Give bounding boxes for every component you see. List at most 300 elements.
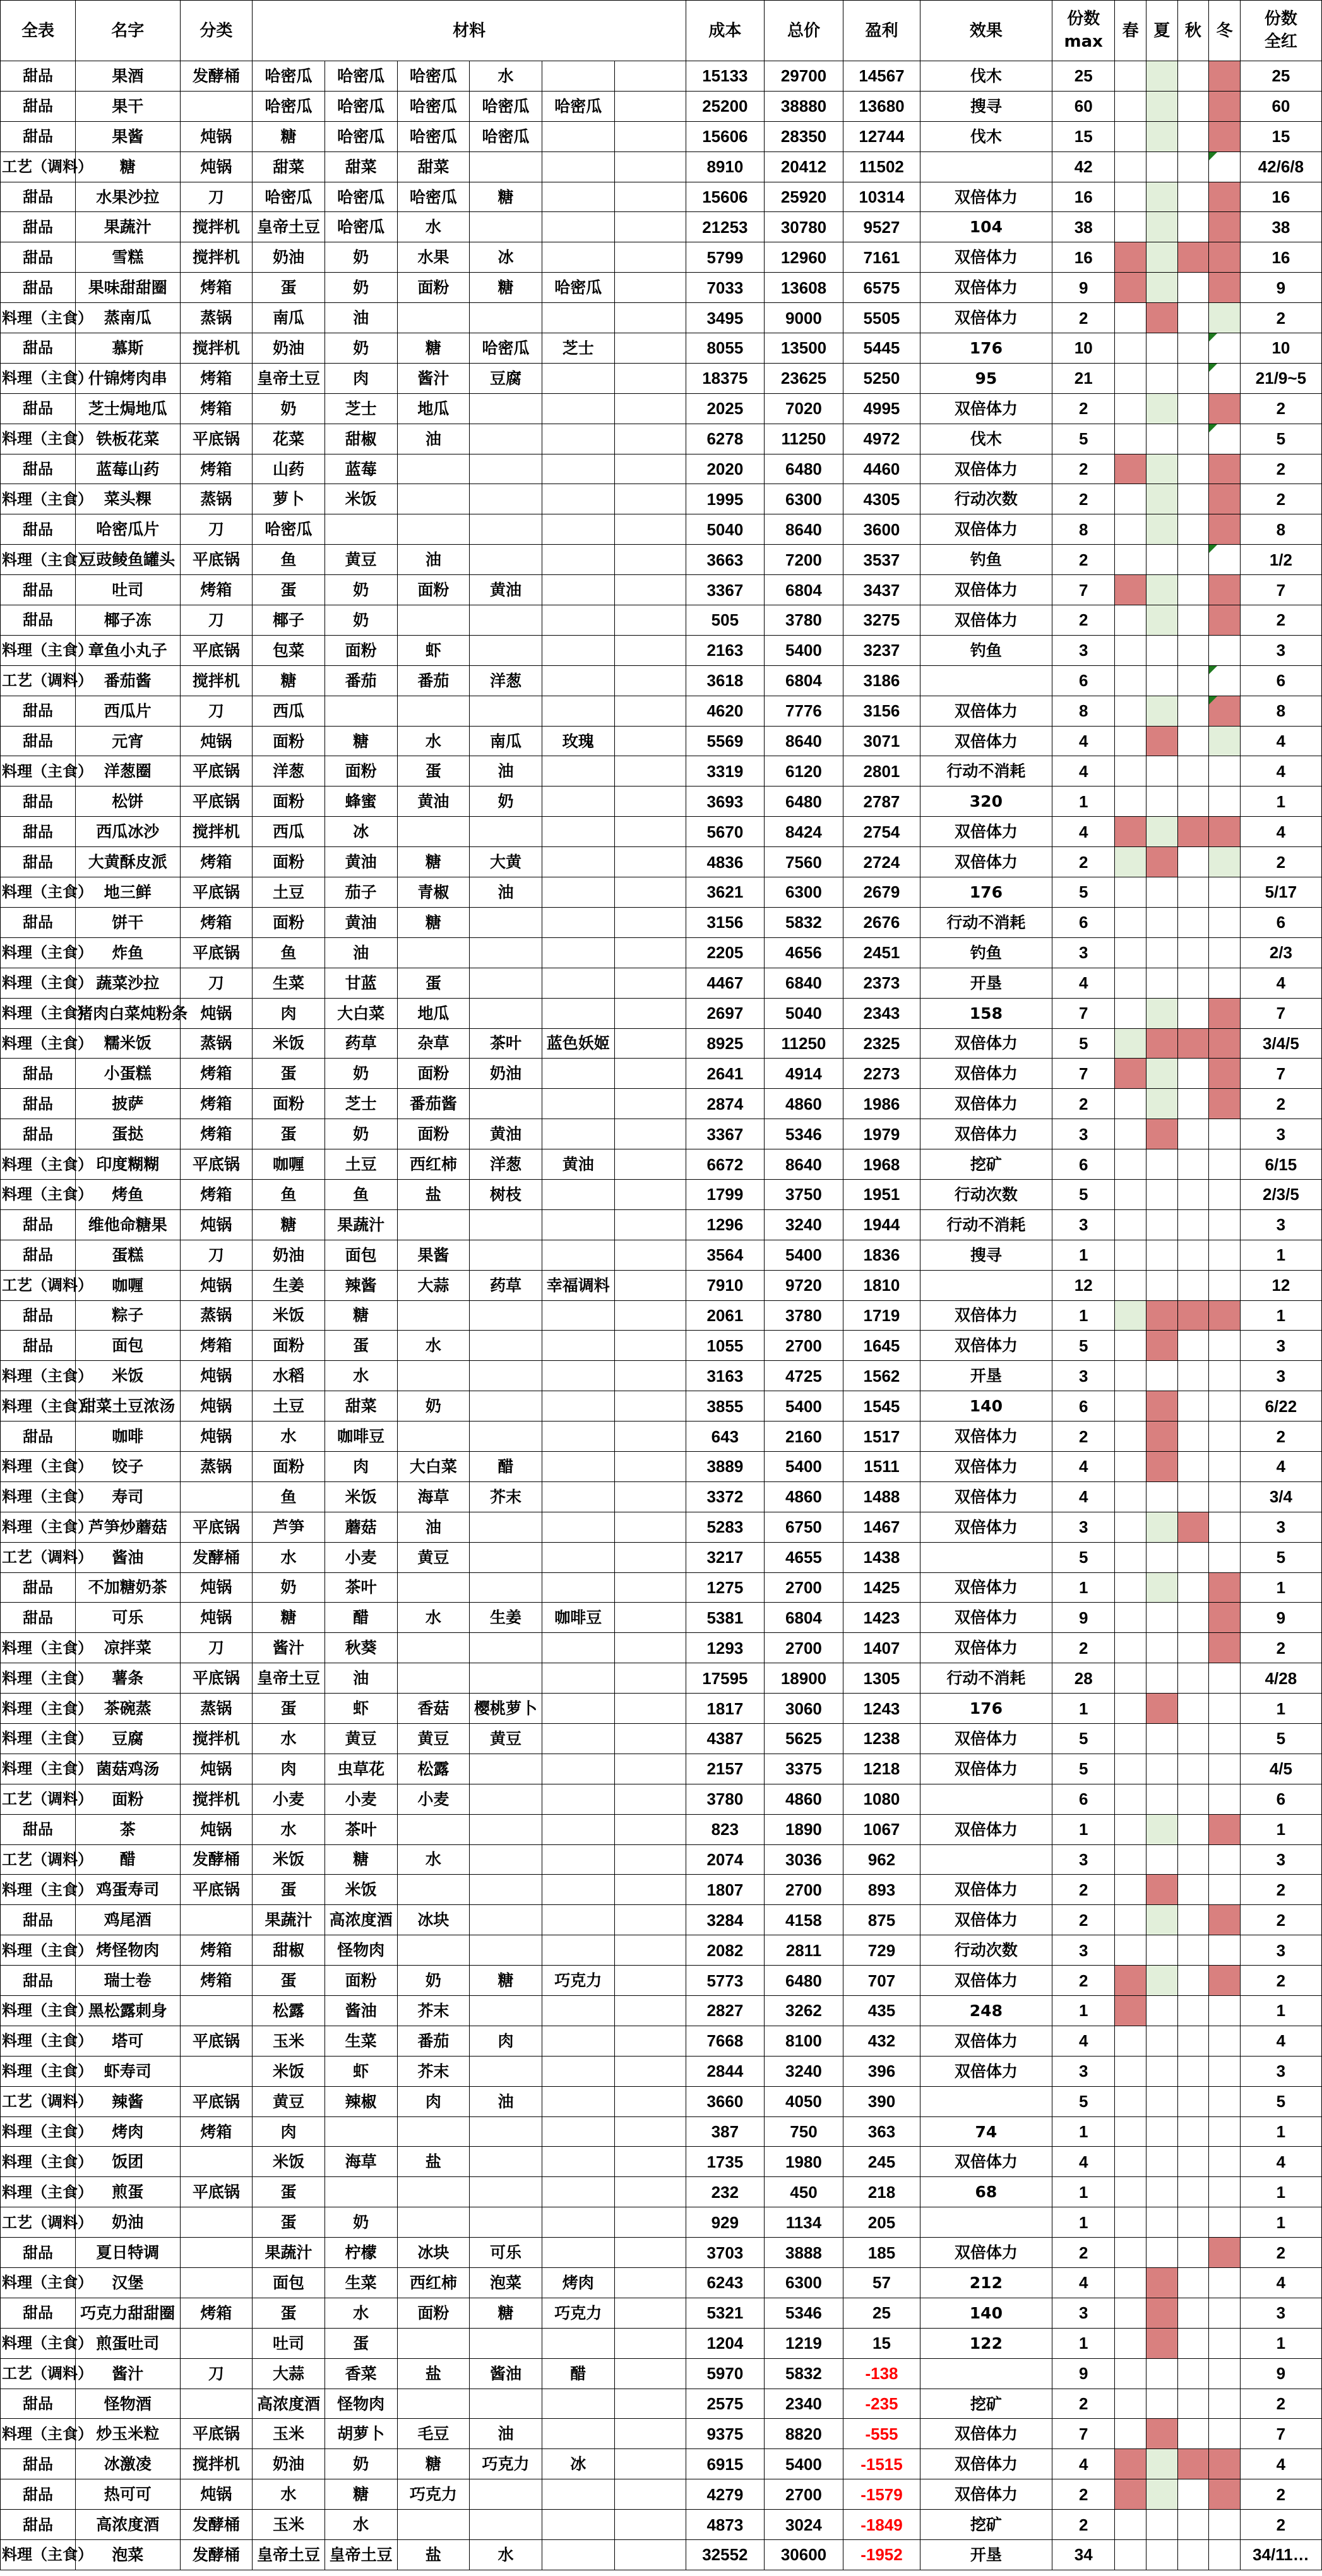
cell-material[interactable]: 哈密瓜: [397, 121, 470, 151]
cell-profit[interactable]: 11502: [843, 151, 920, 182]
cell-profit[interactable]: 729: [843, 1935, 920, 1966]
cell-full[interactable]: 2: [1240, 1905, 1321, 1935]
cell-effect[interactable]: 双倍体力: [920, 726, 1052, 756]
cell-max[interactable]: 6: [1052, 1149, 1115, 1180]
cell-summer[interactable]: [1146, 1723, 1177, 1754]
cell-category[interactable]: 甜品: [1, 2449, 76, 2479]
cell-summer[interactable]: [1146, 1875, 1177, 1905]
cell-total[interactable]: 5346: [764, 1119, 843, 1149]
cell-autumn[interactable]: [1177, 1663, 1209, 1694]
cell-material[interactable]: [470, 817, 542, 847]
cell-full[interactable]: 5: [1240, 1723, 1321, 1754]
cell-material[interactable]: [542, 2026, 614, 2056]
cell-summer[interactable]: [1146, 1663, 1177, 1694]
cell-effect[interactable]: 双倍体力: [920, 1603, 1052, 1633]
cell-spring[interactable]: [1115, 665, 1146, 696]
cell-material[interactable]: 虾: [325, 2056, 397, 2086]
cell-material[interactable]: 虾: [397, 635, 470, 665]
cell-material[interactable]: [614, 1391, 686, 1422]
cell-full[interactable]: 4: [1240, 817, 1321, 847]
cell-full[interactable]: 1: [1240, 1814, 1321, 1844]
cell-max[interactable]: 7: [1052, 575, 1115, 605]
cell-tool[interactable]: 炖锅: [180, 1754, 253, 1784]
cell-spring[interactable]: [1115, 514, 1146, 545]
cell-name[interactable]: 蓝莓山药: [76, 454, 180, 484]
cell-max[interactable]: 7: [1052, 998, 1115, 1028]
cell-autumn[interactable]: [1177, 303, 1209, 333]
cell-material[interactable]: 黄豆: [325, 545, 397, 575]
cell-full[interactable]: 5: [1240, 1542, 1321, 1572]
cell-summer[interactable]: [1146, 2207, 1177, 2238]
cell-spring[interactable]: [1115, 786, 1146, 817]
cell-effect[interactable]: 双倍体力: [920, 1089, 1052, 1119]
cell-category[interactable]: 甜品: [1, 1572, 76, 1603]
cell-spring[interactable]: [1115, 1028, 1146, 1059]
cell-profit[interactable]: 2373: [843, 968, 920, 998]
cell-summer[interactable]: [1146, 1784, 1177, 1814]
cell-full[interactable]: 3: [1240, 1512, 1321, 1542]
cell-name[interactable]: 果蔬汁: [76, 212, 180, 242]
cell-spring[interactable]: [1115, 817, 1146, 847]
cell-summer[interactable]: [1146, 968, 1177, 998]
cell-winter[interactable]: [1209, 393, 1241, 424]
cell-spring[interactable]: [1115, 1512, 1146, 1542]
cell-winter[interactable]: [1209, 1723, 1241, 1754]
cell-full[interactable]: 1: [1240, 1572, 1321, 1603]
cell-material[interactable]: [470, 696, 542, 726]
cell-full[interactable]: 4: [1240, 1451, 1321, 1481]
cell-max[interactable]: 2: [1052, 1966, 1115, 1996]
cell-winter[interactable]: [1209, 2479, 1241, 2510]
cell-material[interactable]: [470, 2116, 542, 2147]
cell-material[interactable]: 盐: [397, 2358, 470, 2389]
cell-category[interactable]: 料理（主食）: [1, 1996, 76, 2026]
cell-material[interactable]: 胡萝卜: [325, 2419, 397, 2449]
cell-winter[interactable]: [1209, 2449, 1241, 2479]
cell-max[interactable]: 5: [1052, 1331, 1115, 1361]
cell-material[interactable]: 蛋: [253, 273, 325, 303]
cell-category[interactable]: 料理（主食）: [1, 937, 76, 968]
cell-effect[interactable]: 双倍体力: [920, 1723, 1052, 1754]
cell-material[interactable]: 玫瑰: [542, 726, 614, 756]
cell-material[interactable]: [614, 1905, 686, 1935]
cell-total[interactable]: 5625: [764, 1723, 843, 1754]
cell-material[interactable]: [470, 968, 542, 998]
cell-material[interactable]: 蛋: [397, 968, 470, 998]
cell-cost[interactable]: 3495: [686, 303, 765, 333]
cell-spring[interactable]: [1115, 2026, 1146, 2056]
cell-material[interactable]: [614, 1422, 686, 1452]
cell-spring[interactable]: [1115, 2086, 1146, 2116]
cell-material[interactable]: [614, 1119, 686, 1149]
cell-cost[interactable]: 1204: [686, 2328, 765, 2358]
cell-cost[interactable]: 3217: [686, 1542, 765, 1572]
cell-material[interactable]: 蛋: [253, 1059, 325, 1089]
cell-cost[interactable]: 5670: [686, 817, 765, 847]
cell-winter[interactable]: [1209, 1784, 1241, 1814]
cell-category[interactable]: 料理（主食）: [1, 1481, 76, 1512]
cell-cost[interactable]: 1817: [686, 1694, 765, 1724]
cell-max[interactable]: 5: [1052, 1723, 1115, 1754]
cell-spring[interactable]: [1115, 847, 1146, 877]
cell-effect[interactable]: 挖矿: [920, 2510, 1052, 2540]
cell-effect[interactable]: 176: [920, 333, 1052, 364]
cell-tool[interactable]: 搅拌机: [180, 242, 253, 273]
cell-name[interactable]: 椰子冻: [76, 605, 180, 636]
cell-winter[interactable]: [1209, 786, 1241, 817]
cell-material[interactable]: 面粉: [397, 2298, 470, 2328]
cell-cost[interactable]: 6278: [686, 424, 765, 454]
cell-effect[interactable]: 行动不消耗: [920, 1663, 1052, 1694]
cell-summer[interactable]: [1146, 2358, 1177, 2389]
cell-tool[interactable]: 蒸锅: [180, 1028, 253, 1059]
cell-total[interactable]: 2700: [764, 1572, 843, 1603]
cell-category[interactable]: 料理（主食）: [1, 1149, 76, 1180]
cell-spring[interactable]: [1115, 2358, 1146, 2389]
cell-profit[interactable]: -235: [843, 2389, 920, 2419]
cell-material[interactable]: 泡菜: [470, 2268, 542, 2298]
cell-name[interactable]: 松饼: [76, 786, 180, 817]
cell-effect[interactable]: 双倍体力: [920, 1422, 1052, 1452]
cell-material[interactable]: [397, 2177, 470, 2207]
cell-tool[interactable]: 搅拌机: [180, 212, 253, 242]
cell-effect[interactable]: 双倍体力: [920, 1966, 1052, 1996]
cell-spring[interactable]: [1115, 756, 1146, 786]
cell-profit[interactable]: 245: [843, 2147, 920, 2177]
cell-material[interactable]: 哈密瓜: [253, 514, 325, 545]
cell-total[interactable]: 25920: [764, 182, 843, 212]
cell-cost[interactable]: 2020: [686, 454, 765, 484]
cell-cost[interactable]: 2641: [686, 1059, 765, 1089]
cell-summer[interactable]: [1146, 1935, 1177, 1966]
cell-cost[interactable]: 3372: [686, 1481, 765, 1512]
cell-name[interactable]: 黑松露刺身: [76, 1996, 180, 2026]
cell-cost[interactable]: 7033: [686, 273, 765, 303]
cell-summer[interactable]: [1146, 1512, 1177, 1542]
cell-autumn[interactable]: [1177, 1481, 1209, 1512]
cell-total[interactable]: 3240: [764, 2056, 843, 2086]
cell-autumn[interactable]: [1177, 1300, 1209, 1331]
cell-profit[interactable]: 13680: [843, 91, 920, 121]
cell-cost[interactable]: 15606: [686, 121, 765, 151]
cell-material[interactable]: 香菜: [325, 2358, 397, 2389]
cell-category[interactable]: 甜品: [1, 2510, 76, 2540]
cell-spring[interactable]: [1115, 575, 1146, 605]
cell-name[interactable]: 酱油: [76, 1542, 180, 1572]
cell-summer[interactable]: [1146, 1361, 1177, 1391]
cell-name[interactable]: 鸡蛋寿司: [76, 1875, 180, 1905]
cell-name[interactable]: 雪糕: [76, 242, 180, 273]
cell-profit[interactable]: 3071: [843, 726, 920, 756]
cell-material[interactable]: [470, 514, 542, 545]
cell-summer[interactable]: [1146, 1391, 1177, 1422]
cell-tool[interactable]: 平底锅: [180, 2026, 253, 2056]
cell-material[interactable]: [542, 968, 614, 998]
cell-full[interactable]: 5: [1240, 424, 1321, 454]
cell-max[interactable]: 6: [1052, 1784, 1115, 1814]
cell-category[interactable]: 工艺（调料）: [1, 665, 76, 696]
cell-spring[interactable]: [1115, 545, 1146, 575]
cell-effect[interactable]: 开垦: [920, 1361, 1052, 1391]
cell-tool[interactable]: 搅拌机: [180, 2449, 253, 2479]
cell-effect[interactable]: 双倍体力: [920, 1633, 1052, 1663]
cell-material[interactable]: 面粉: [325, 1966, 397, 1996]
cell-category[interactable]: 甜品: [1, 575, 76, 605]
cell-material[interactable]: [614, 2540, 686, 2570]
cell-material[interactable]: 皇帝土豆: [253, 212, 325, 242]
cell-max[interactable]: 7: [1052, 1059, 1115, 1089]
cell-material[interactable]: [470, 2328, 542, 2358]
cell-name[interactable]: 吐司: [76, 575, 180, 605]
cell-category[interactable]: 料理（主食）: [1, 1694, 76, 1724]
cell-name[interactable]: 面包: [76, 1331, 180, 1361]
cell-total[interactable]: 13500: [764, 333, 843, 364]
cell-name[interactable]: 地三鲜: [76, 877, 180, 908]
cell-summer[interactable]: [1146, 2298, 1177, 2328]
cell-max[interactable]: 2: [1052, 1422, 1115, 1452]
cell-summer[interactable]: [1146, 1603, 1177, 1633]
cell-full[interactable]: 6/15: [1240, 1149, 1321, 1180]
cell-winter[interactable]: [1209, 1754, 1241, 1784]
cell-cost[interactable]: 32552: [686, 2540, 765, 2570]
cell-material[interactable]: 蛋: [253, 2207, 325, 2238]
cell-material[interactable]: 面粉: [253, 1089, 325, 1119]
cell-profit[interactable]: 1944: [843, 1209, 920, 1240]
cell-winter[interactable]: [1209, 2419, 1241, 2449]
cell-autumn[interactable]: [1177, 1754, 1209, 1784]
cell-total[interactable]: 2700: [764, 1331, 843, 1361]
cell-tool[interactable]: 发酵桶: [180, 2510, 253, 2540]
cell-material[interactable]: 蓝色妖姬: [542, 1028, 614, 1059]
cell-total[interactable]: 6480: [764, 1966, 843, 1996]
cell-material[interactable]: [614, 1572, 686, 1603]
cell-total[interactable]: 12960: [764, 242, 843, 273]
cell-cost[interactable]: 3663: [686, 545, 765, 575]
cell-cost[interactable]: 3284: [686, 1905, 765, 1935]
cell-material[interactable]: [614, 333, 686, 364]
cell-material[interactable]: [614, 2268, 686, 2298]
cell-category[interactable]: 工艺（调料）: [1, 2358, 76, 2389]
cell-full[interactable]: 6: [1240, 665, 1321, 696]
header-profit[interactable]: 盈利: [843, 1, 920, 61]
cell-winter[interactable]: [1209, 91, 1241, 121]
cell-material[interactable]: 奶: [325, 273, 397, 303]
cell-full[interactable]: 7: [1240, 2419, 1321, 2449]
cell-autumn[interactable]: [1177, 121, 1209, 151]
cell-category[interactable]: 甜品: [1, 2298, 76, 2328]
cell-spring[interactable]: [1115, 2389, 1146, 2419]
cell-cost[interactable]: 2697: [686, 998, 765, 1028]
cell-winter[interactable]: [1209, 454, 1241, 484]
cell-total[interactable]: 1134: [764, 2207, 843, 2238]
cell-full[interactable]: 6: [1240, 907, 1321, 937]
cell-material[interactable]: [614, 212, 686, 242]
cell-winter[interactable]: [1209, 1270, 1241, 1300]
cell-material[interactable]: 番茄: [325, 665, 397, 696]
cell-tool[interactable]: 发酵桶: [180, 1542, 253, 1572]
cell-name[interactable]: 寿司: [76, 1481, 180, 1512]
cell-full[interactable]: 1: [1240, 2328, 1321, 2358]
cell-tool[interactable]: 平底锅: [180, 2086, 253, 2116]
cell-name[interactable]: 水果沙拉: [76, 182, 180, 212]
cell-material[interactable]: [614, 877, 686, 908]
cell-cost[interactable]: 2074: [686, 1844, 765, 1875]
cell-summer[interactable]: [1146, 937, 1177, 968]
cell-material[interactable]: 果酱: [397, 1240, 470, 1270]
cell-max[interactable]: 2: [1052, 1905, 1115, 1935]
cell-name[interactable]: 瑞士卷: [76, 1966, 180, 1996]
cell-total[interactable]: 11250: [764, 424, 843, 454]
cell-total[interactable]: 4655: [764, 1542, 843, 1572]
cell-max[interactable]: 3: [1052, 635, 1115, 665]
cell-material[interactable]: 西红柿: [397, 2268, 470, 2298]
cell-full[interactable]: 16: [1240, 242, 1321, 273]
cell-max[interactable]: 2: [1052, 393, 1115, 424]
cell-summer[interactable]: [1146, 454, 1177, 484]
cell-total[interactable]: 3024: [764, 2510, 843, 2540]
cell-summer[interactable]: [1146, 998, 1177, 1028]
cell-category[interactable]: 料理（主食）: [1, 363, 76, 393]
cell-tool[interactable]: 平底锅: [180, 2419, 253, 2449]
cell-effect[interactable]: [920, 2207, 1052, 2238]
cell-effect[interactable]: 双倍体力: [920, 2026, 1052, 2056]
cell-spring[interactable]: [1115, 1723, 1146, 1754]
cell-material[interactable]: [397, 2116, 470, 2147]
cell-material[interactable]: 黄油: [470, 1119, 542, 1149]
cell-autumn[interactable]: [1177, 817, 1209, 847]
cell-total[interactable]: 3750: [764, 1179, 843, 1209]
cell-winter[interactable]: [1209, 1996, 1241, 2026]
cell-material[interactable]: [614, 484, 686, 514]
cell-tool[interactable]: 烤箱: [180, 1966, 253, 1996]
cell-material[interactable]: 水: [253, 1422, 325, 1452]
cell-material[interactable]: 哈密瓜: [397, 91, 470, 121]
cell-spring[interactable]: [1115, 1331, 1146, 1361]
cell-material[interactable]: [614, 1179, 686, 1209]
cell-material[interactable]: [397, 1572, 470, 1603]
cell-material[interactable]: 小麦: [397, 1784, 470, 1814]
cell-category[interactable]: 甜品: [1, 454, 76, 484]
cell-max[interactable]: 4: [1052, 2147, 1115, 2177]
cell-full[interactable]: 3/4: [1240, 1481, 1321, 1512]
cell-max[interactable]: 1: [1052, 1300, 1115, 1331]
cell-effect[interactable]: 双倍体力: [920, 1905, 1052, 1935]
cell-material[interactable]: [614, 514, 686, 545]
cell-spring[interactable]: [1115, 1572, 1146, 1603]
cell-winter[interactable]: [1209, 605, 1241, 636]
cell-name[interactable]: 煎蛋吐司: [76, 2328, 180, 2358]
cell-autumn[interactable]: [1177, 1844, 1209, 1875]
cell-material[interactable]: [614, 1512, 686, 1542]
cell-material[interactable]: [542, 2147, 614, 2177]
cell-material[interactable]: 冰块: [397, 2238, 470, 2268]
cell-material[interactable]: 冰: [325, 817, 397, 847]
cell-cost[interactable]: 4387: [686, 1723, 765, 1754]
cell-cost[interactable]: 505: [686, 605, 765, 636]
cell-summer[interactable]: [1146, 1694, 1177, 1724]
cell-max[interactable]: 4: [1052, 1481, 1115, 1512]
cell-total[interactable]: 8640: [764, 726, 843, 756]
cell-total[interactable]: 6120: [764, 756, 843, 786]
cell-autumn[interactable]: [1177, 484, 1209, 514]
cell-profit[interactable]: 1080: [843, 1784, 920, 1814]
cell-material[interactable]: [397, 1361, 470, 1391]
cell-name[interactable]: 蔬菜沙拉: [76, 968, 180, 998]
cell-spring[interactable]: [1115, 121, 1146, 151]
cell-material[interactable]: 皇帝土豆: [253, 363, 325, 393]
cell-cost[interactable]: 5040: [686, 514, 765, 545]
cell-material[interactable]: [614, 1059, 686, 1089]
cell-max[interactable]: 2: [1052, 2389, 1115, 2419]
cell-summer[interactable]: [1146, 333, 1177, 364]
header-total[interactable]: 总价: [764, 1, 843, 61]
cell-name[interactable]: 夏日特调: [76, 2238, 180, 2268]
cell-max[interactable]: 3: [1052, 1844, 1115, 1875]
cell-autumn[interactable]: [1177, 1905, 1209, 1935]
cell-material[interactable]: 小麦: [325, 1784, 397, 1814]
cell-material[interactable]: 糖: [397, 907, 470, 937]
cell-material[interactable]: 糖: [325, 1844, 397, 1875]
cell-name[interactable]: 西瓜冰沙: [76, 817, 180, 847]
cell-winter[interactable]: [1209, 1694, 1241, 1724]
cell-profit[interactable]: 1488: [843, 1481, 920, 1512]
cell-full[interactable]: 15: [1240, 121, 1321, 151]
cell-material[interactable]: 水: [397, 1844, 470, 1875]
cell-material[interactable]: 怪物肉: [325, 2389, 397, 2419]
cell-autumn[interactable]: [1177, 1451, 1209, 1481]
cell-material[interactable]: 奶油: [253, 242, 325, 273]
cell-tool[interactable]: 烤箱: [180, 1059, 253, 1089]
cell-effect[interactable]: 伐木: [920, 61, 1052, 92]
cell-material[interactable]: [614, 635, 686, 665]
cell-material[interactable]: 水: [397, 1603, 470, 1633]
cell-winter[interactable]: [1209, 847, 1241, 877]
cell-material[interactable]: [397, 1663, 470, 1694]
cell-total[interactable]: 4914: [764, 1059, 843, 1089]
cell-material[interactable]: 樱桃萝卜: [470, 1694, 542, 1724]
cell-summer[interactable]: [1146, 1572, 1177, 1603]
cell-profit[interactable]: 1423: [843, 1603, 920, 1633]
cell-spring[interactable]: [1115, 212, 1146, 242]
cell-spring[interactable]: [1115, 2510, 1146, 2540]
cell-material[interactable]: 奶: [397, 1391, 470, 1422]
cell-name[interactable]: 豆豉鲮鱼罐头: [76, 545, 180, 575]
cell-summer[interactable]: [1146, 1754, 1177, 1784]
cell-profit[interactable]: 1836: [843, 1240, 920, 1270]
cell-effect[interactable]: 双倍体力: [920, 1481, 1052, 1512]
cell-cost[interactable]: 2844: [686, 2056, 765, 2086]
cell-name[interactable]: 猪肉白菜炖粉条: [76, 998, 180, 1028]
cell-total[interactable]: 5400: [764, 2449, 843, 2479]
cell-max[interactable]: 15: [1052, 121, 1115, 151]
cell-material[interactable]: 肉: [325, 363, 397, 393]
cell-max[interactable]: 1: [1052, 2207, 1115, 2238]
cell-name[interactable]: 凉拌菜: [76, 1633, 180, 1663]
cell-cost[interactable]: 3693: [686, 786, 765, 817]
cell-category[interactable]: 料理（主食）: [1, 2268, 76, 2298]
cell-material[interactable]: [614, 1844, 686, 1875]
cell-autumn[interactable]: [1177, 2328, 1209, 2358]
cell-category[interactable]: 料理（主食）: [1, 484, 76, 514]
cell-autumn[interactable]: [1177, 424, 1209, 454]
cell-material[interactable]: 哈密瓜: [397, 61, 470, 92]
cell-material[interactable]: 糖: [253, 665, 325, 696]
cell-summer[interactable]: [1146, 1300, 1177, 1331]
cell-material[interactable]: [614, 1028, 686, 1059]
cell-autumn[interactable]: [1177, 2026, 1209, 2056]
cell-material[interactable]: [397, 1875, 470, 1905]
cell-full[interactable]: 38: [1240, 212, 1321, 242]
